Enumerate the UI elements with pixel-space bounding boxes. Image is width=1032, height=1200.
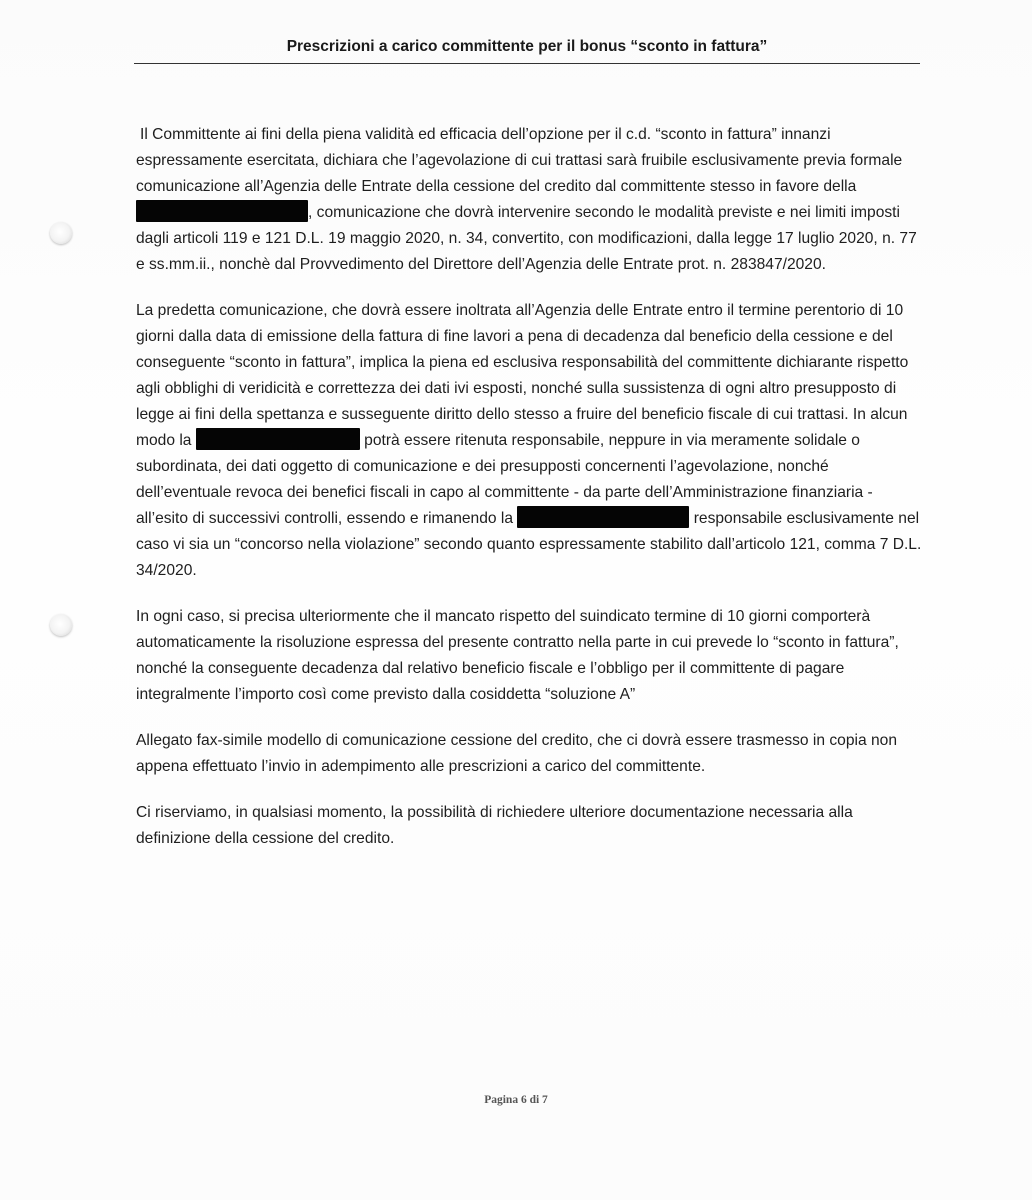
page-number: Pagina 6 di 7 bbox=[484, 1094, 548, 1106]
document-body bbox=[136, 122, 922, 872]
header-divider bbox=[134, 63, 920, 64]
punch-hole-bottom bbox=[50, 614, 72, 636]
paragraph-5: Ci riserviamo, in qualsiasi momento, la possibilità di richiedere ulteriore documentazione necessaria alla definizione della cessione del credito. bbox=[136, 804, 853, 847]
paragraph-1-text-a: Il Committente ai fini della piena validità ed efficacia dell’opzione per il c.d. “sconto in fattura” innanzi espressamente esercitata, dichiara che l’agevolazione di cui trattasi sarà fruibile esclusivamente previa formale comunicazione all’Agenzia delle Entrate della cessione del credito dal committente stesso in favore della bbox=[136, 126, 903, 195]
page-title: Prescrizioni a carico committente per il bonus “sconto in fattura” bbox=[286, 38, 768, 55]
paragraph-2-text-c: responsabile esclusivamente nel caso vi sia un “concorso nella violazione” secondo quanto espressamente stabilito dall’articolo 121, comma 7 D.L. 34/2020. bbox=[136, 510, 922, 579]
redaction-bar bbox=[196, 428, 360, 450]
paragraph-4: Allegato fax-simile modello di comunicazione cessione del credito, che ci dovrà essere trasmesso in copia non appena effettuato l’invio in adempimento alle prescrizioni a carico del committente. bbox=[136, 732, 898, 775]
redaction-bar bbox=[517, 506, 689, 528]
paragraph-2-text-a: La predetta comunicazione, che dovrà essere inoltrata all’Agenzia delle Entrate entro il termine perentorio di 10 giorni dalla data di emissione della fattura di fine lavori a pena di decadenza dal beneficio della cessione e del conseguente “sconto in fattura”, implica la piena ed esclusiva responsabilità del committente dichiarante rispetto agli obblighi di veridicità e correttezza dei dati ivi esposti, nonché sulla sussistenza di ogni altro presupposto di legge ai fini della spettanza e susseguente diritto dello stesso a fruire del beneficio fiscale di cui trattasi. In alcun modo la bbox=[136, 302, 909, 449]
paragraph-2-text-b: potrà essere ritenuta responsabile, neppure in via meramente solidale o subordinata, dei dati oggetto di comunicazione e dei presupposti concernenti l’agevolazione, nonché dell’eventuale revoca dei benefici fiscali in capo al committente - da parte dell’Amministrazione finanziaria - all’esito di successivi controlli, essendo e rimanendo la bbox=[136, 432, 873, 527]
redaction-bar bbox=[136, 200, 308, 222]
paragraph-2 bbox=[136, 298, 922, 584]
paragraph-1 bbox=[136, 122, 922, 278]
paragraph-3: In ogni caso, si precisa ulteriormente che il mancato rispetto del suindicato termine di 10 giorni comporterà automaticamente la risoluzione espressa del presente contratto nella parte in cui prevede lo “sconto in fattura”, nonché la conseguente decadenza dal relativo beneficio fiscale e l’obbligo per il committente di pagare integralmente l’importo così come previsto dalla cosiddetta “soluzione A” bbox=[136, 608, 899, 703]
paragraph-1-text-b: , comunicazione che dovrà intervenire secondo le modalità previste e nei limiti imposti dagli articoli 119 e 121 D.L. 19 maggio 2020, n. 34, convertito, con modificazioni, dalla legge 17 luglio 2020, n. 77 e ss.mm.ii., nonchè dal Provvedimento del Direttore dell’Agenzia delle Entrate prot. n. 283847/2020. bbox=[136, 204, 917, 273]
punch-hole-top bbox=[50, 222, 72, 244]
